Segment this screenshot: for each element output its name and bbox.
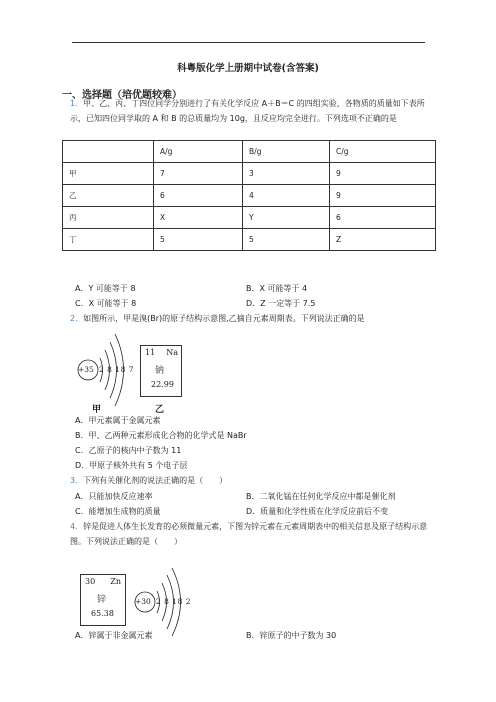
table-row <box>63 185 436 207</box>
atomic-number: 30 <box>85 577 96 586</box>
question-text: 下列有关催化剂的说法正确的是（ ） <box>83 476 228 485</box>
table-row <box>63 207 436 229</box>
table-cell: 6 <box>330 207 436 229</box>
question-text: 甲、乙、丙、丁四位同学分别进行了有关化学反应 A＋B＝C 的四组实验，各物质的质量如下表所示，已知四位同学取的 A 和 B 的总质量均为 10g，且反应均完全进行。下列选项不正确的是 <box>70 99 425 123</box>
atomic-mass: 22.99 <box>151 380 174 389</box>
option-a[interactable]: A．甲元素属于金属元素 <box>75 416 161 425</box>
table-cell: A/g <box>154 141 243 163</box>
table-cell: 5 <box>154 229 243 251</box>
option-b[interactable]: B．二氧化锰在任何化学反应中都是催化剂 <box>246 492 396 501</box>
option-b[interactable]: B．锌原子的中子数为 30 <box>246 631 337 640</box>
table-cell: 7 <box>154 163 243 185</box>
nucleus-charge: +35 <box>78 365 94 374</box>
element-name: 锌 <box>97 595 107 605</box>
question-number: 1． <box>70 99 84 108</box>
figure-label-a: 甲 <box>92 405 102 415</box>
question-number: 2． <box>70 314 84 323</box>
table-cell: 5 <box>243 229 330 251</box>
table-cell: X <box>154 207 243 229</box>
element-symbol: Na <box>166 348 178 357</box>
table-cell: 9 <box>330 163 436 185</box>
table-cell: 乙 <box>63 185 154 207</box>
table-cell: 丙 <box>63 207 154 229</box>
option-c[interactable]: C．X 可能等于 8 <box>75 299 137 308</box>
nucleus-charge: +30 <box>135 597 151 606</box>
option-a[interactable]: A．只能加快反应速率 <box>75 492 153 501</box>
option-d[interactable]: D．甲原子核外共有 5 个电子层 <box>75 461 188 470</box>
atomic-mass: 65.38 <box>91 609 114 618</box>
question-2 <box>70 311 430 326</box>
table-cell: 甲 <box>63 163 154 185</box>
table-cell: 6 <box>154 185 243 207</box>
question-4 <box>70 519 430 549</box>
mass-table <box>62 140 436 251</box>
page-title: 科粤版化学上册期中试卷(含答案) <box>177 63 319 74</box>
sodium-element-card <box>140 345 182 397</box>
option-b[interactable]: B．甲、乙两种元素形成化合物的化学式是 NaBr <box>75 431 247 440</box>
table-cell: B/g <box>243 141 330 163</box>
atomic-number: 11 <box>145 348 156 357</box>
header-rule <box>72 42 425 43</box>
table-header-row <box>63 141 436 163</box>
option-c[interactable]: C．乙原子的核内中子数为 11 <box>75 446 182 455</box>
question-3 <box>70 473 430 488</box>
table-cell: 9 <box>330 185 436 207</box>
option-d[interactable]: D．Z 一定等于 7.5 <box>246 299 316 308</box>
question-text: 如图所示，甲是溴(Br)的原子结构示意图,乙摘自元素周期表。下列说法正确的是 <box>83 314 365 323</box>
table-cell <box>63 141 154 163</box>
question-1 <box>70 96 430 126</box>
question-number: 3． <box>70 476 84 485</box>
table-row <box>63 229 436 251</box>
option-c[interactable]: C．能增加生成物的质量 <box>75 507 161 516</box>
table-cell: Y <box>243 207 330 229</box>
option-a[interactable]: A．锌属于非金属元素 <box>75 631 153 640</box>
element-symbol: Zn <box>110 577 121 586</box>
table-cell: 4 <box>243 185 330 207</box>
electron-shell-counts: 2 8 18 7 <box>99 365 135 374</box>
option-d[interactable]: D．质量和化学性质在化学反应前后不变 <box>246 507 389 516</box>
question-text: 锌是促进人体生长发育的必须微量元素，下图为锌元素在元素周期表中的相关信息及原子结构示意图。下列说法正确的是（ ） <box>70 522 428 546</box>
figure-label-b: 乙 <box>155 405 165 415</box>
section-heading: 一、选择题（培优题较难） <box>62 90 182 101</box>
option-b[interactable]: B．X 可能等于 4 <box>246 284 308 293</box>
table-cell: Z <box>330 229 436 251</box>
table-row <box>63 163 436 185</box>
table-cell: 丁 <box>63 229 154 251</box>
table-cell: 3 <box>243 163 330 185</box>
electron-shell-counts: 2 8 18 2 <box>156 597 192 606</box>
element-name: 钠 <box>155 366 165 376</box>
question-number: 4． <box>70 522 84 531</box>
option-a[interactable]: A．Y 可能等于 8 <box>75 284 136 293</box>
zinc-element-card <box>80 574 126 626</box>
table-cell: C/g <box>330 141 436 163</box>
